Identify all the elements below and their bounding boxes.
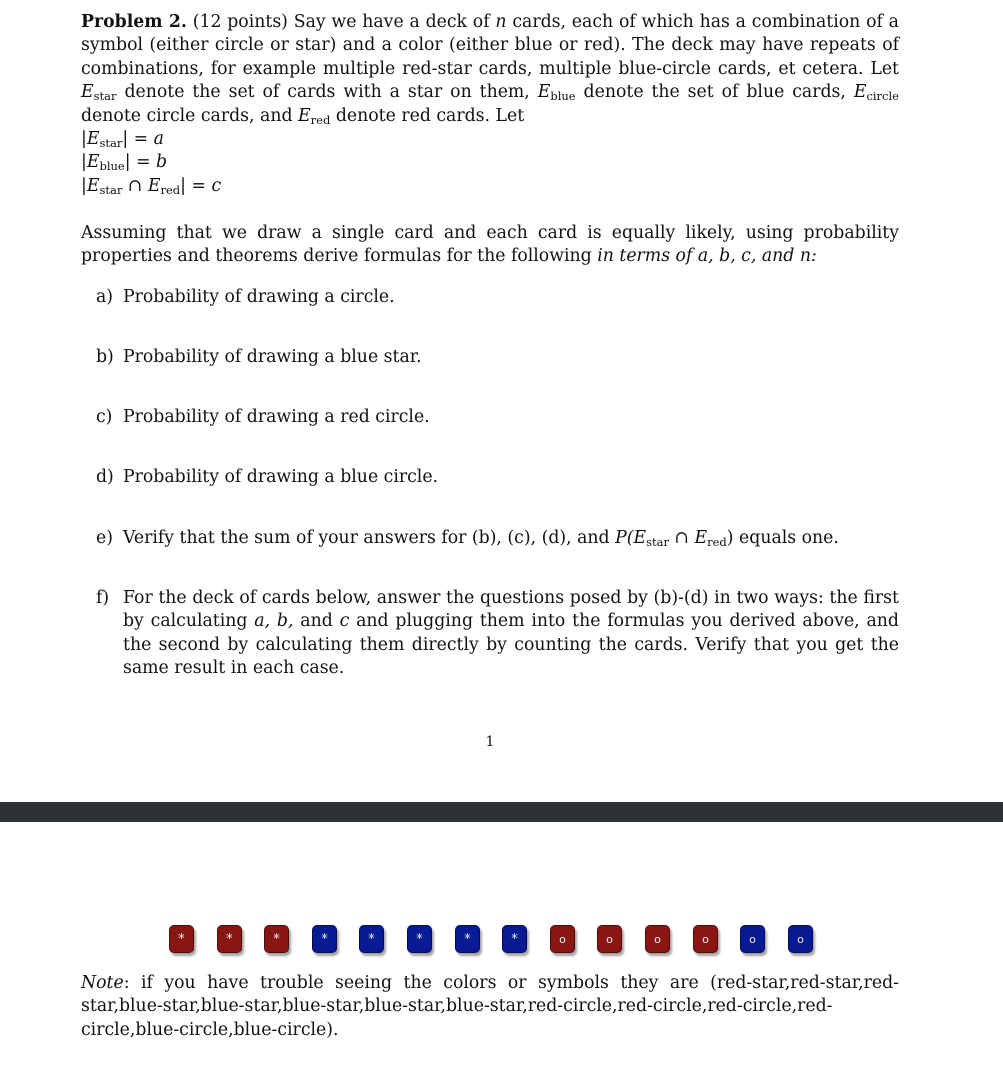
star-icon: * — [178, 931, 185, 947]
circle-icon: o — [797, 932, 804, 946]
note-paragraph: Note: if you have trouble seeing the colors or symbols they are (red-star,red-star,red-star,blue-star,blue-star,blue-star,blue-star,blue-star,red-circle,red-circle,red-circle,red-circle,blue-circle,blue-circle). — [81, 973, 899, 1040]
card-blue-circle — [740, 925, 765, 953]
star-icon: * — [226, 931, 233, 947]
set-definitions — [81, 128, 221, 198]
star-icon: * — [368, 931, 375, 947]
page-separator — [0, 802, 1003, 822]
star-icon: * — [273, 931, 280, 947]
circle-icon: o — [559, 932, 566, 946]
page-number: 1 — [485, 734, 495, 750]
problem-points: (12 points) — [192, 12, 288, 32]
card-blue-star — [359, 925, 384, 953]
equation-star-red: $|E_{star}$ ∩ $E_{red}| = c$ — [81, 175, 222, 197]
card-red-circle — [550, 925, 575, 953]
card-deck — [0, 822, 1003, 962]
card-blue-star — [455, 925, 480, 953]
problem-heading: Problem 2. — [81, 12, 187, 32]
card-blue-circle — [788, 925, 813, 953]
problem-intro: Problem 2. (12 points) Say we have a deck of n cards, each of which has a combination of a symbol (either circle or star) and a color (either blue or red). The deck may have repeats of combinations, for example multiple red-star cards, multiple blue-circle cards, et cetera. Let $E_{star}$ denote the set of cards with a star on them, $E_{blue}$ denote the set of blue cards, $E_{circle}$ denote circle cards, and $E_{red}$ denote red cards. Let — [81, 12, 899, 127]
card-red-circle — [693, 925, 718, 953]
circle-icon: o — [749, 932, 756, 946]
page-2 — [0, 822, 1003, 1066]
card-red-circle — [597, 925, 622, 953]
card-blue-star — [502, 925, 527, 953]
circle-icon: o — [606, 932, 613, 946]
card-red-star — [264, 925, 289, 953]
star-icon: * — [321, 931, 328, 947]
star-icon: * — [464, 931, 471, 947]
card-red-star — [169, 925, 194, 953]
card-red-circle — [645, 925, 670, 953]
star-icon: * — [416, 931, 423, 947]
assumption-paragraph: Assuming that we draw a single card and each card is equally likely, using probability properties and theorems derive formulas for the following in terms of a, b, c, and n: — [81, 223, 899, 267]
question-f: f) For the deck of cards below, answer the questions posed by (b)-(d) in two ways: the first by calculating a, b, and c and plugging them into the formulas you derived above, and the second by calculating them directly by counting the cards. Verify that you get the same result in each case. — [96, 588, 899, 679]
card-red-star — [217, 925, 242, 953]
card-blue-star — [312, 925, 337, 953]
star-icon: * — [511, 931, 518, 947]
circle-icon: o — [654, 932, 661, 946]
page-1: Problem 2. (12 points) Say we have a deck of n cards, each of which has a combination of a symbol (either circle or star) and a color (either blue or red). The deck may have repeats of combinations, for example multiple red-star cards, multiple blue-circle cards, et cetera. Let $E_{star}$ denote the set of cards with a star on them, $E_{blue}$ denote the set of blue cards, $E_{circle}$ denote circle cards, and $E_{red}$ denote red cards. Let $|E_{star}| = a$ $|E_{blue}| = b$ $|E_{star}$ ∩ $E_{red}| = c$ Assuming that we draw a single card and each card is equally likely, using probability properties and theorems derive formulas for the following in terms of a, b, c, and n: a) Probability of drawing a circle. b) Probability of drawing a blue star. c) Probability of drawing a red circle. d) Probability of drawing a blue circle. e) Verify that the sum of your answers for (b), (c), (d), and $P(E_{star}$ ∩ $E_{red}$) equals one. f) For the deck of cards below, answer the questions posed by (b)-(d) in two ways: the first by calculating a, b, and c and plugging them into the formulas you derived above, and the second by calculating them directly by counting the cards. Verify that you get the same result in each case. 1 — [81, 12, 899, 750]
circle-icon: o — [702, 932, 709, 946]
card-blue-star — [407, 925, 432, 953]
equation-blue: $|E_{blue}| = b$ — [81, 152, 168, 174]
equation-star: $|E_{star}| = a$ — [81, 129, 164, 150]
